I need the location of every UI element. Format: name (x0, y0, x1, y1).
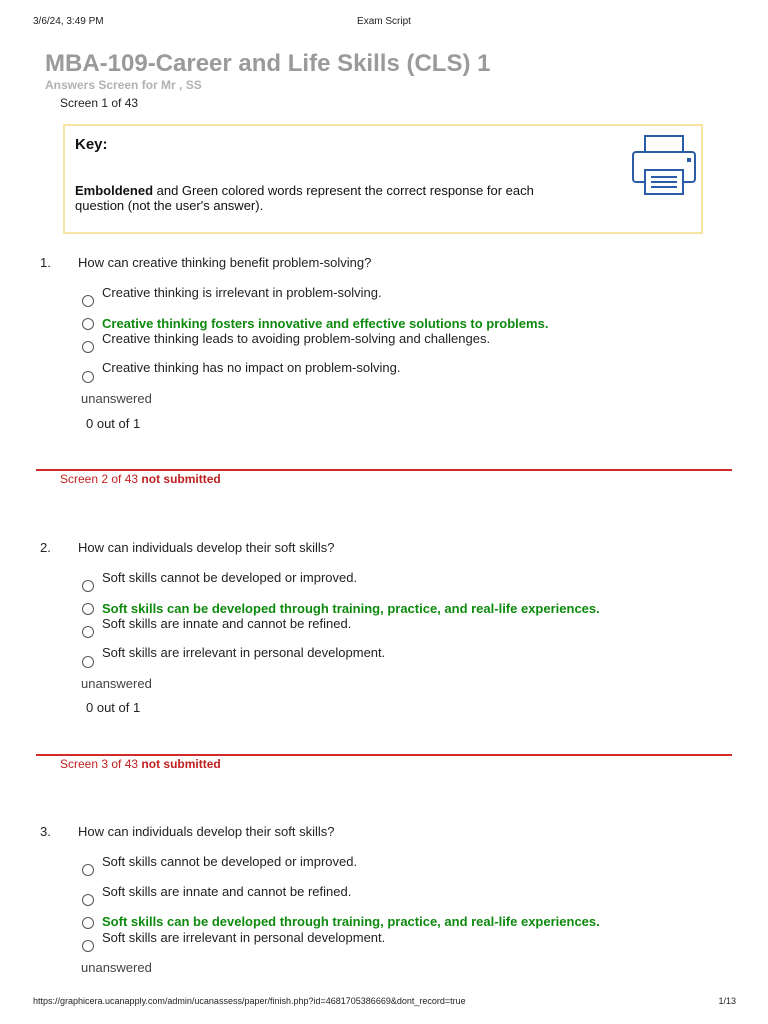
key-description (75, 183, 585, 213)
key-bold-word: Emboldened (75, 183, 154, 198)
option-radio[interactable] (82, 318, 94, 330)
screen-counter: Screen 1 of 43 (60, 96, 139, 110)
printer-icon-graphic (631, 134, 697, 196)
question-text: How can individuals develop their soft skills? (78, 824, 335, 839)
answer-status: unanswered (81, 676, 152, 691)
option-radio[interactable] (82, 371, 94, 383)
print-page-number: 1/13 (718, 996, 736, 1006)
question-number: 2. (40, 540, 51, 555)
option-radio[interactable] (82, 341, 94, 353)
printer-icon[interactable] (631, 134, 697, 196)
screen-status (60, 757, 221, 771)
key-box (63, 124, 703, 234)
option-label: Soft skills are innate and cannot be refined. (102, 616, 352, 631)
option-label: Creative thinking has no impact on problem-solving. (102, 360, 401, 375)
option-label: Creative thinking leads to avoiding problem-solving and challenges. (102, 331, 491, 346)
question-score: 0 out of 1 (86, 416, 141, 431)
option-label: Soft skills are innate and cannot be refined. (102, 884, 352, 899)
option-radio[interactable] (82, 603, 94, 615)
option-radio[interactable] (82, 894, 94, 906)
screen-status (60, 472, 221, 486)
submission-state: not submitted (141, 472, 221, 486)
screen-divider (36, 754, 732, 756)
option-label: Soft skills are irrelevant in personal development. (102, 645, 386, 660)
option-label: Creative thinking is irrelevant in problem-solving. (102, 285, 382, 300)
key-title: Key: (75, 136, 108, 153)
option-label-correct: Soft skills can be developed through training, practice, and real-life experiences. (102, 914, 600, 929)
option-radio[interactable] (82, 295, 94, 307)
print-title: Exam Script (357, 16, 411, 27)
print-url: https://graphicera.ucanapply.com/admin/ucanassess/paper/finish.php?id=4681705386669&dont_record=true (33, 996, 466, 1006)
option-label-correct: Soft skills can be developed through training, practice, and real-life experiences. (102, 601, 600, 616)
key-description-text: and Green colored words represent the correct response for each question (not the user's answer). (75, 183, 534, 213)
question-number: 1. (40, 255, 51, 270)
option-radio[interactable] (82, 864, 94, 876)
page-subtitle: Answers Screen for Mr , SS (45, 78, 202, 92)
option-label: Soft skills cannot be developed or improved. (102, 570, 358, 585)
option-label: Soft skills are irrelevant in personal development. (102, 930, 386, 945)
page-title: MBA-109-Career and Life Skills (CLS) 1 (45, 50, 491, 77)
screen-divider (36, 469, 732, 471)
option-radio[interactable] (82, 940, 94, 952)
screen-label: Screen 2 of 43 (60, 472, 139, 486)
option-radio[interactable] (82, 656, 94, 668)
answer-status: unanswered (81, 391, 152, 406)
print-datetime: 3/6/24, 3:49 PM (33, 16, 104, 27)
question-number: 3. (40, 824, 51, 839)
option-label: Soft skills cannot be developed or improved. (102, 854, 358, 869)
submission-state: not submitted (141, 757, 221, 771)
question-text: How can individuals develop their soft skills? (78, 540, 335, 555)
option-radio[interactable] (82, 626, 94, 638)
question-text: How can creative thinking benefit problem-solving? (78, 255, 372, 270)
answer-status: unanswered (81, 960, 152, 975)
question-score: 0 out of 1 (86, 700, 141, 715)
option-radio[interactable] (82, 580, 94, 592)
option-radio[interactable] (82, 917, 94, 929)
option-label-correct: Creative thinking fosters innovative and effective solutions to problems. (102, 316, 549, 331)
screen-label: Screen 3 of 43 (60, 757, 139, 771)
